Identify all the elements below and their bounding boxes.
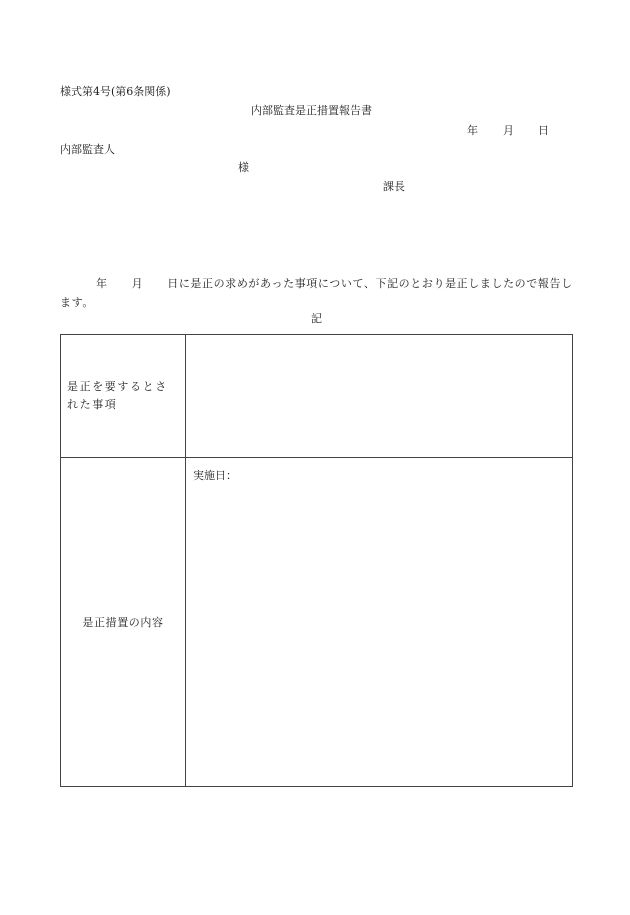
body-month-label: 月 <box>131 277 144 290</box>
table-row <box>61 458 573 787</box>
record-mark: 記 <box>311 312 322 325</box>
addressee-label: 内部監査人 <box>60 143 115 156</box>
date-month-label: 月 <box>503 124 514 137</box>
issue-label-cell <box>61 335 186 458</box>
report-body-text <box>60 274 578 312</box>
table-row <box>61 335 573 458</box>
body-year-label: 年 <box>96 277 108 290</box>
measure-label: 是正措置の内容 <box>82 616 164 629</box>
body-sentence: 日に是正の求めがあった事項について、下記のとおり是正しましたので報告します。 <box>60 277 573 309</box>
measure-content-cell[interactable] <box>186 458 573 787</box>
issue-label: 是正を要するとされた事項 <box>67 380 168 411</box>
corrective-action-table <box>60 334 573 787</box>
document-title: 内部監査是正措置報告書 <box>251 104 372 117</box>
measure-label-cell <box>61 458 186 787</box>
implementation-date-label: 実施日： <box>193 469 237 482</box>
addressee-honorific: 様 <box>238 161 249 174</box>
date-year-label: 年 <box>467 124 478 137</box>
form-number: 様式第4号(第6条関係) <box>60 85 171 98</box>
issue-content-cell[interactable] <box>186 335 573 458</box>
date-day-label: 日 <box>538 124 549 137</box>
sender-title: 課長 <box>383 180 405 193</box>
